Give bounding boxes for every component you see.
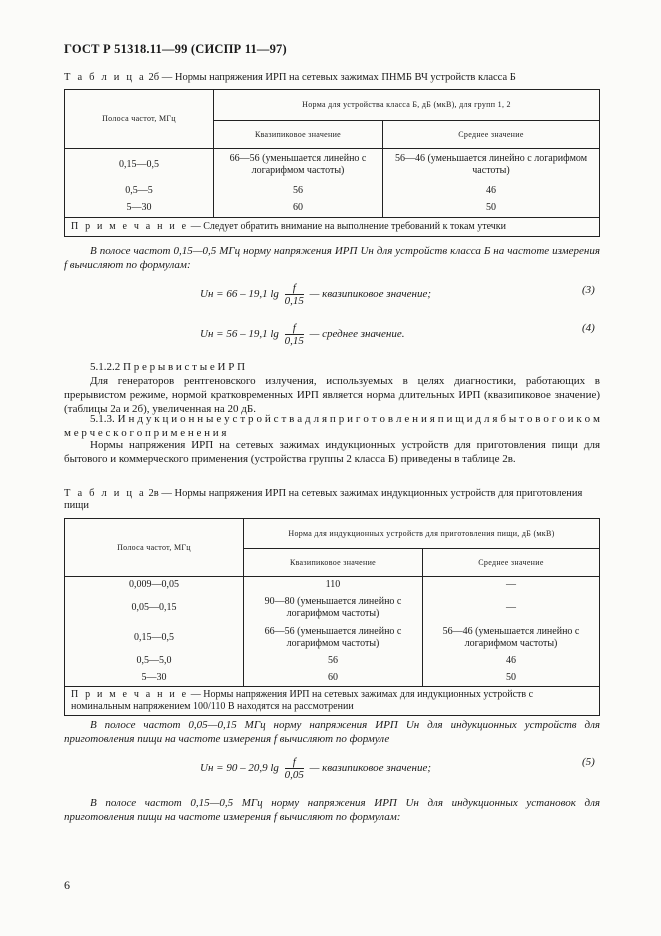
table-cell: 46: [423, 653, 600, 670]
paragraph: В полосе частот 0,15—0,5 МГц норму напряжения ИРП Uн для индукционных установок для приготовления пищи на частоте измерения f вычисляют по формулам:: [64, 797, 600, 823]
note-prefix: П р и м е ч а н и е: [71, 689, 189, 700]
denominator: 0,15: [284, 295, 304, 307]
equation-number: (3): [582, 284, 595, 296]
table-cell: 56—46 (уменьшается линейно с логарифмом частоты): [423, 623, 600, 653]
section-title: П р е р ы в и с т ы е И Р П: [123, 361, 246, 373]
table-cell: 46: [383, 182, 600, 200]
table-cell: 66—56 (уменьшается линейно с логарифмом частоты): [244, 623, 423, 653]
formula-fraction: [285, 756, 304, 781]
col-header-average: Среднее значение: [423, 549, 600, 577]
equation-number: (4): [582, 322, 595, 334]
table-cell: 50: [423, 670, 600, 687]
page-number: 6: [64, 878, 70, 892]
denominator: 0,15: [284, 335, 304, 347]
col-header-norm: Норма для устройства класса Б, дБ (мкВ), для групп 1, 2: [214, 90, 600, 121]
note-text: — Нормы напряжения ИРП на сетевых зажимах для индукционных устройств с номинальным напряжением 100/110 В находятся на рассмотрении: [71, 689, 534, 712]
section-number: 5.1.3.: [90, 413, 115, 425]
table-cell: 50: [383, 200, 600, 218]
table-cell: 0,15—0,5: [65, 623, 244, 653]
table-cell: 66—56 (уменьшается линейно с логарифмом частоты): [214, 149, 383, 182]
table-cell: 56: [214, 182, 383, 200]
formula-rhs: — среднее значение.: [309, 328, 405, 341]
formula-5: [200, 756, 431, 781]
section-heading-5122: [90, 360, 600, 374]
table-cell: 5—30: [65, 200, 214, 218]
note-text: — Следует обратить внимание на выполнение требований к токам утечки: [188, 221, 507, 232]
document-header: ГОСТ Р 51318.11—99 (СИСПР 11—97): [64, 42, 287, 56]
formula-rhs: — квазипиковое значение;: [309, 288, 432, 301]
section-title: И н д у к ц и о н н ы е у с т р о й с т в а д л я п р и г о т о в л е н и я п и щ и д л я б ы т о в о г о и к о м м е р ч е с к о г о п р и м е н е н и я: [64, 413, 601, 439]
table-note: [65, 218, 600, 237]
numerator: f: [285, 282, 304, 295]
caption-text: 2в — Нормы напряжения ИРП на сетевых зажимах индукционных устройств для приготовления пищи: [64, 488, 583, 511]
formula-lhs: Uн = 66 – 19,1 lg: [200, 288, 279, 301]
col-header-average: Среднее значение: [383, 121, 600, 149]
table-cell: 0,5—5: [65, 182, 214, 200]
col-header-frequency: Полоса частот, МГц: [65, 519, 244, 577]
formula-lhs: Uн = 56 – 19,1 lg: [200, 328, 279, 341]
table-cell: 56—46 (уменьшается линейно с логарифмом частоты): [383, 149, 600, 182]
table-cell: —: [423, 577, 600, 593]
table-cell: —: [423, 593, 600, 623]
caption-prefix: Т а б л и ц а: [64, 72, 146, 83]
note-prefix: П р и м е ч а н и е: [71, 221, 189, 232]
section-heading-513: [64, 412, 600, 440]
paragraph: В полосе частот 0,15—0,5 МГц норму напряжения ИРП Uн для устройств класса Б на частоте измерения f вычисляют по формулам:: [64, 245, 600, 271]
equation-number: (5): [582, 756, 595, 768]
table-2b: [64, 89, 600, 237]
paragraph: Для генераторов рентгеновского излучения, используемых в целях диагностики, работающих в прерывистом режиме, нормой кратковременных ИРП является норма длительных ИРП (квазипиковое значение) (таблицы 2а и 2б), увеличенная на 20 дБ.: [64, 375, 600, 415]
col-header-frequency: Полоса частот, МГц: [65, 90, 214, 149]
caption-prefix: Т а б л и ц а: [64, 488, 146, 499]
table-cell: 60: [244, 670, 423, 687]
formula-4: [200, 322, 405, 347]
table-cell: 0,05—0,15: [65, 593, 244, 623]
table-cell: 56: [244, 653, 423, 670]
table-note: [65, 687, 600, 716]
paragraph: Нормы напряжения ИРП на сетевых зажимах индукционных устройств для приготовления пищи для бытового и коммерческого применения (устройства группы 2 класса Б) приведены в таблице 2в.: [64, 439, 600, 465]
table-cell: 5—30: [65, 670, 244, 687]
table-cell: 90—80 (уменьшается линейно с логарифмом частоты): [244, 593, 423, 623]
denominator: 0,05: [284, 769, 304, 781]
table-2v-caption: [64, 488, 600, 512]
section-number: 5.1.2.2: [90, 361, 121, 373]
table-cell: 0,009—0,05: [65, 577, 244, 593]
col-header-quasi-peak: Квазипиковое значение: [214, 121, 383, 149]
formula-fraction: [285, 282, 304, 307]
table-2v: [64, 518, 600, 716]
table-cell: 0,15—0,5: [65, 149, 214, 182]
table-cell: 110: [244, 577, 423, 593]
formula-fraction: [285, 322, 304, 347]
col-header-quasi-peak: Квазипиковое значение: [244, 549, 423, 577]
paragraph: В полосе частот 0,05—0,15 МГц норму напряжения ИРП Uн для индукционных устройств для приготовления пищи на частоте измерения f вычисляют по формуле: [64, 719, 600, 745]
caption-text: 2б — Нормы напряжения ИРП на сетевых зажимах ПНМБ ВЧ устройств класса Б: [148, 72, 516, 83]
numerator: f: [285, 322, 304, 335]
table-cell: 0,5—5,0: [65, 653, 244, 670]
formula-rhs: — квазипиковое значение;: [309, 762, 432, 775]
numerator: f: [285, 756, 304, 769]
table-2b-caption: [64, 72, 516, 83]
col-header-norm: Норма для индукционных устройств для приготовления пищи, дБ (мкВ): [244, 519, 600, 549]
formula-lhs: Uн = 90 – 20,9 lg: [200, 762, 279, 775]
table-cell: 60: [214, 200, 383, 218]
formula-3: [200, 282, 431, 307]
